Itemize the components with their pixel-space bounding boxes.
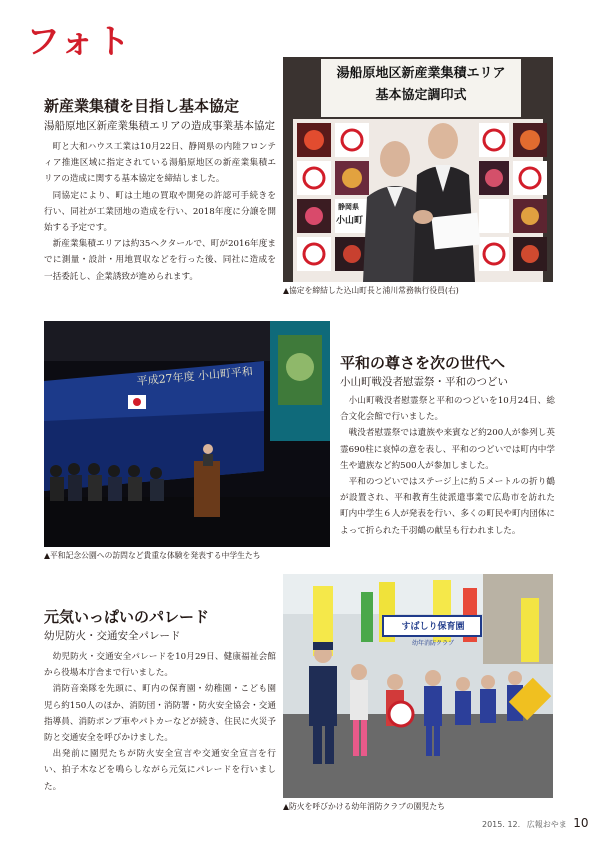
article1-paragraph: 町と大和ハウス工業は10月22日、静岡県の内陸フロンティア推進区域に指定されている湯船原地区の新産業集積エリアの造成に関する基本協定を締結しました。 [44, 142, 276, 185]
article1-body [44, 139, 276, 285]
article3-caption: ▲防火を呼びかける幼年消防クラブの園児たち [283, 802, 445, 811]
article1-caption: ▲協定を締結した込山町長と浦川常務執行役員(右) [283, 286, 459, 295]
parade-photo [283, 574, 553, 798]
article2-title: 平和の尊さを次の世代へ [340, 354, 506, 372]
ceremony-sign-line1: 湯船原地区新産業集積エリア [336, 66, 506, 81]
stage-banner-text: 平成27年度 小山町平和 [136, 364, 254, 388]
article3-subtitle: 幼児防火・交通安全パレード [44, 630, 181, 642]
article3-paragraph: 消防音楽隊を先頭に、町内の保育園・幼稚園・こども園児ら約150人のほか、消防団・消防署・防火安全協会・交通指導員、消防ポンプ車やパトカーなどが続き、住民に火災予防と交通安全を呼びかけました。 [44, 684, 276, 744]
parade-illustration [283, 574, 553, 798]
article3-title: 元気いっぱいのパレード [44, 608, 210, 626]
article2-paragraph: 小山町戦没者慰霊祭と平和のつどいを10月24日、総合文化会館で行いました。 [340, 396, 555, 423]
section-logo: フォト [26, 22, 133, 62]
article2-subtitle: 小山町戦没者慰霊祭・平和のつどい [340, 376, 508, 388]
parade-sign-text: すばしり保育園 [401, 622, 465, 632]
article3-paragraph: 出発前に園児たちが防火安全宣言や交通安全宣言を行い、拍子木などを鳴らしながら元気にパレードを行いました。 [44, 749, 276, 792]
peace-gathering-photo [44, 321, 330, 547]
article3-paragraph: 幼児防火・交通安全パレードを10月29日、健康福祉会館から役場本庁舎まで行いました。 [44, 652, 276, 679]
article2-paragraph: 戦没者慰霊祭では遺族や来賓など約200人が参列し英霊690柱に哀悼の意を表し、平和のつどいでは町内中学生や遺族など約500人が参加しました。 [340, 428, 555, 471]
article1-paragraph: 同協定により、町は土地の買取や開発の許認可手続きを行い、同社が工業団地の造成を行い、2018年度に分譲を開始する予定です。 [44, 190, 276, 234]
article1-title: 新産業集積を目指し基本協定 [44, 97, 240, 115]
article2-paragraph: 平和のつどいではステージ上に約５メートルの折り鶴が設置され、平和教育生徒派遣事業で広島市を訪れた町内中学生６人が発表を行い、多くの町民や町内団体によって折られた千羽鶴の献呈も行われました。 [340, 477, 555, 536]
peace-gathering-illustration [44, 321, 330, 547]
ceremony-sign-line2: 基本協定調印式 [375, 88, 467, 103]
signing-ceremony-photo [283, 57, 553, 282]
backdrop-pref-label: 静岡県 [338, 203, 359, 211]
article3-body [44, 649, 276, 795]
issue-date: 2015. 12. [482, 820, 521, 829]
page-number: 10 [573, 816, 589, 830]
page-footer [482, 816, 589, 830]
article2-body [340, 393, 555, 539]
backdrop-town-label: 小山町 [336, 216, 364, 226]
publication-name: 広報おやま [526, 820, 567, 829]
article2-caption: ▲平和記念公園への訪問など貴重な体験を発表する中学生たち [44, 551, 261, 560]
parade-sign-subtext: 幼年消防クラブ [411, 640, 454, 647]
article1-paragraph: 新産業集積エリアは約35ヘクタールで、町が2016年度までに測量・設計・用地買収などを行った後、同社に造成を一括委託し、企業誘致が進められます。 [44, 239, 276, 282]
article1-subtitle: 湯船原地区新産業集積エリアの造成事業基本協定 [44, 120, 275, 132]
